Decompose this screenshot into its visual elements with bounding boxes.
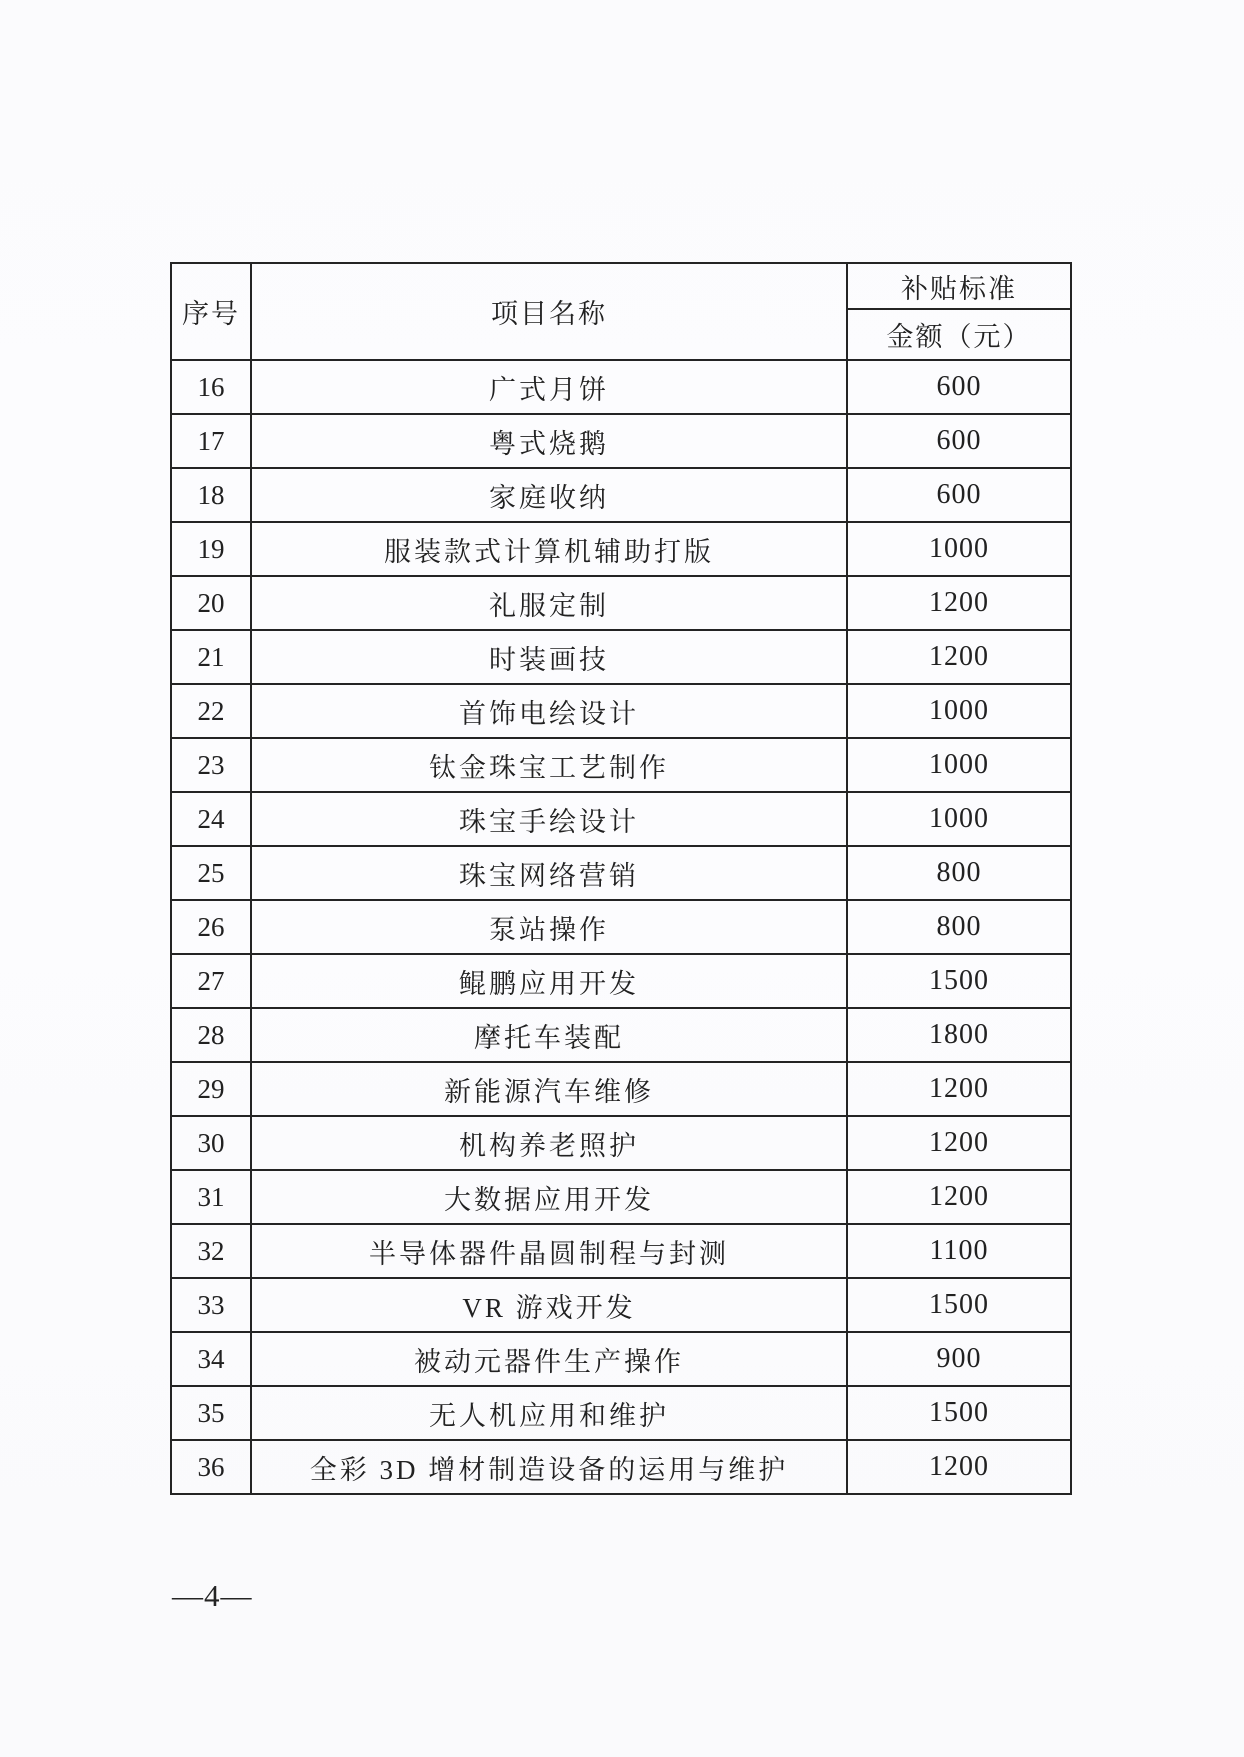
page-number: —4— <box>172 1578 253 1613</box>
project-name-cell: 大数据应用开发 <box>251 1170 847 1224</box>
subsidy-amount-cell: 1000 <box>847 792 1071 846</box>
subsidy-amount-cell: 1200 <box>847 1116 1071 1170</box>
row-number-cell: 36 <box>171 1440 251 1494</box>
project-name-cell: 鲲鹏应用开发 <box>251 954 847 1008</box>
project-name-cell: 全彩 3D 增材制造设备的运用与维护 <box>251 1440 847 1494</box>
row-number-cell: 25 <box>171 846 251 900</box>
project-name-cell: 家庭收纳 <box>251 468 847 522</box>
table-row <box>171 630 1071 684</box>
table-row <box>171 360 1071 414</box>
subsidy-amount-cell: 1500 <box>847 1278 1071 1332</box>
table-row <box>171 792 1071 846</box>
subsidy-standard-table <box>170 262 1072 1495</box>
row-number-cell: 33 <box>171 1278 251 1332</box>
project-name-cell: 珠宝手绘设计 <box>251 792 847 846</box>
table-row <box>171 522 1071 576</box>
row-number-cell: 29 <box>171 1062 251 1116</box>
project-name-cell: 无人机应用和维护 <box>251 1386 847 1440</box>
subsidy-amount-cell: 1100 <box>847 1224 1071 1278</box>
table-body <box>171 360 1071 1494</box>
subsidy-amount-cell: 1800 <box>847 1008 1071 1062</box>
table-row <box>171 1170 1071 1224</box>
project-name-cell: 半导体器件晶圆制程与封测 <box>251 1224 847 1278</box>
project-name-cell: 钛金珠宝工艺制作 <box>251 738 847 792</box>
table-header <box>171 263 1071 360</box>
project-name-cell: 首饰电绘设计 <box>251 684 847 738</box>
table-row <box>171 684 1071 738</box>
row-number-cell: 34 <box>171 1332 251 1386</box>
project-name-cell: 机构养老照护 <box>251 1116 847 1170</box>
table-row <box>171 1224 1071 1278</box>
table-row <box>171 1386 1071 1440</box>
subsidy-amount-cell: 1500 <box>847 954 1071 1008</box>
row-number-cell: 28 <box>171 1008 251 1062</box>
row-number-cell: 30 <box>171 1116 251 1170</box>
table-row <box>171 1332 1071 1386</box>
table-row <box>171 738 1071 792</box>
row-number-cell: 16 <box>171 360 251 414</box>
row-number-cell: 21 <box>171 630 251 684</box>
row-number-cell: 27 <box>171 954 251 1008</box>
row-number-cell: 26 <box>171 900 251 954</box>
column-header-amount-yuan: 金额（元） <box>847 309 1071 360</box>
row-number-cell: 17 <box>171 414 251 468</box>
project-name-cell: 服装款式计算机辅助打版 <box>251 522 847 576</box>
row-number-cell: 22 <box>171 684 251 738</box>
project-name-cell: 摩托车装配 <box>251 1008 847 1062</box>
project-name-cell: 礼服定制 <box>251 576 847 630</box>
table-row <box>171 1278 1071 1332</box>
table-row <box>171 1440 1071 1494</box>
subsidy-amount-cell: 900 <box>847 1332 1071 1386</box>
table-row <box>171 576 1071 630</box>
project-name-cell: 珠宝网络营销 <box>251 846 847 900</box>
project-name-cell: VR 游戏开发 <box>251 1278 847 1332</box>
subsidy-amount-cell: 1200 <box>847 1440 1071 1494</box>
subsidy-amount-cell: 1200 <box>847 576 1071 630</box>
row-number-cell: 24 <box>171 792 251 846</box>
subsidy-amount-cell: 600 <box>847 360 1071 414</box>
project-name-cell: 泵站操作 <box>251 900 847 954</box>
subsidy-amount-cell: 1000 <box>847 522 1071 576</box>
row-number-cell: 32 <box>171 1224 251 1278</box>
column-header-subsidy-standard: 补贴标准 <box>847 263 1071 309</box>
table-row <box>171 1008 1071 1062</box>
subsidy-amount-cell: 1500 <box>847 1386 1071 1440</box>
project-name-cell: 广式月饼 <box>251 360 847 414</box>
row-number-cell: 19 <box>171 522 251 576</box>
project-name-cell: 被动元器件生产操作 <box>251 1332 847 1386</box>
subsidy-amount-cell: 600 <box>847 468 1071 522</box>
subsidy-amount-cell: 1200 <box>847 630 1071 684</box>
subsidy-amount-cell: 800 <box>847 900 1071 954</box>
table-row <box>171 1116 1071 1170</box>
subsidy-amount-cell: 600 <box>847 414 1071 468</box>
row-number-cell: 18 <box>171 468 251 522</box>
row-number-cell: 31 <box>171 1170 251 1224</box>
subsidy-amount-cell: 800 <box>847 846 1071 900</box>
subsidy-amount-cell: 1200 <box>847 1170 1071 1224</box>
row-number-cell: 35 <box>171 1386 251 1440</box>
project-name-cell: 新能源汽车维修 <box>251 1062 847 1116</box>
column-header-project-name: 项目名称 <box>251 263 847 360</box>
project-name-cell: 粤式烧鹅 <box>251 414 847 468</box>
table-row <box>171 414 1071 468</box>
subsidy-amount-cell: 1200 <box>847 1062 1071 1116</box>
table-row <box>171 468 1071 522</box>
subsidy-amount-cell: 1000 <box>847 738 1071 792</box>
subsidy-amount-cell: 1000 <box>847 684 1071 738</box>
project-name-cell: 时装画技 <box>251 630 847 684</box>
table-row <box>171 846 1071 900</box>
row-number-cell: 23 <box>171 738 251 792</box>
column-header-index: 序号 <box>171 263 251 360</box>
table-row <box>171 1062 1071 1116</box>
table-row <box>171 900 1071 954</box>
table-row <box>171 954 1071 1008</box>
row-number-cell: 20 <box>171 576 251 630</box>
